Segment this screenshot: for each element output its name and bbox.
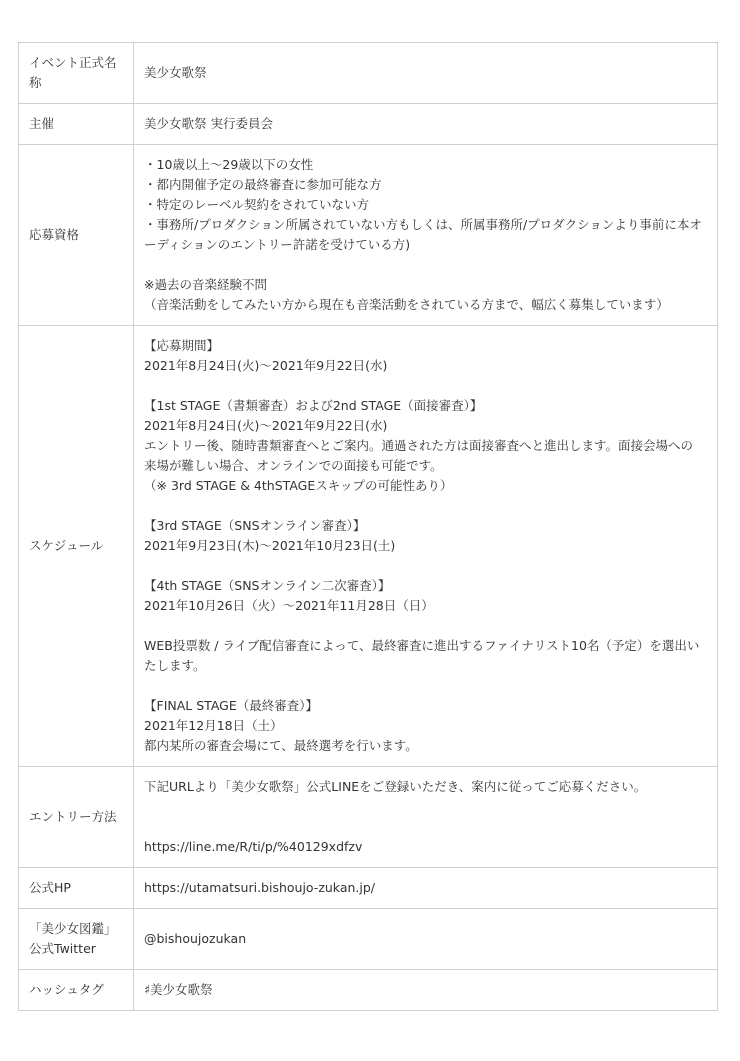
table-row-eligibility: [19, 145, 718, 326]
value-line: （※ 3rd STAGE & 4thSTAGEスキップの可能性あり）: [144, 478, 453, 493]
row-label: 公式HP: [19, 868, 134, 909]
value-line: ・特定のレーベル契約をされていない方: [144, 197, 370, 212]
row-label: 「美少女図鑑」公式Twitter: [19, 909, 134, 970]
spacer: [144, 817, 705, 837]
row-value: [134, 909, 718, 970]
value-line: 【4th STAGE（SNSオンライン二次審査）】: [144, 578, 391, 593]
value-line: WEB投票数 / ライブ配信審査によって、最終審査に進出するファイナリスト10名（予定）を選出いたします。: [144, 638, 700, 673]
row-label: 主催: [19, 104, 134, 145]
row-value: [134, 104, 718, 145]
row-value: [134, 767, 718, 868]
spacer: [144, 556, 705, 576]
value-line: ・都内開催予定の最終審査に参加可能な方: [144, 177, 382, 192]
table-row-schedule: [19, 326, 718, 767]
table-row-entry-method: [19, 767, 718, 868]
row-label: ハッシュタグ: [19, 970, 134, 1011]
spacer: [144, 797, 705, 817]
value-line: ※過去の音楽経験不問: [144, 277, 267, 292]
row-value: [134, 43, 718, 104]
value-line: 【FINAL STAGE（最終審査）】: [144, 698, 318, 713]
event-info-table-body: [19, 43, 718, 1011]
table-row-hashtag: [19, 970, 718, 1011]
spacer: [144, 676, 705, 696]
value-line: 【3rd STAGE（SNSオンライン審査）】: [144, 518, 366, 533]
value-line: 美少女歌祭: [144, 65, 207, 80]
event-info-table: [18, 42, 718, 1011]
row-label: 応募資格: [19, 145, 134, 326]
row-label: イベント正式名称: [19, 43, 134, 104]
row-label: スケジュール: [19, 326, 134, 767]
table-row-organizer: [19, 104, 718, 145]
value-line: 【応募期間】: [144, 338, 220, 353]
url-text[interactable]: https://utamatsuri.bishoujo-zukan.jp/: [144, 880, 375, 895]
info-table-container: [18, 42, 718, 1011]
value-line: 美少女歌祭 実行委員会: [144, 116, 273, 131]
spacer: [144, 616, 705, 636]
value-line: ♯美少女歌祭: [144, 982, 213, 997]
row-value: [134, 868, 718, 909]
table-row-official-twitter: [19, 909, 718, 970]
value-line: 下記URLより「美少女歌祭」公式LINEをご登録いただき、案内に従ってご応募ください。: [144, 779, 647, 794]
value-line: 2021年9月23日(木)〜2021年10月23日(土): [144, 538, 396, 553]
value-line: @bishoujozukan: [144, 931, 247, 946]
value-line: エントリー後、随時書類審査へとご案内。通過された方は面接審査へと進出します。面接会場への来場が難しい場合、オンラインでの面接も可能です。: [144, 438, 694, 473]
value-line: 2021年8月24日(火)〜2021年9月22日(水): [144, 358, 388, 373]
row-label: エントリー方法: [19, 767, 134, 868]
row-value: [134, 326, 718, 767]
value-line: 都内某所の審査会場にて、最終選考を行います。: [144, 738, 418, 753]
value-line: 【1st STAGE（書類審査）および2nd STAGE（面接審査）】: [144, 398, 483, 413]
value-line: 2021年10月26日（火）〜2021年11月28日（日）: [144, 598, 434, 613]
table-row-event-name: [19, 43, 718, 104]
value-line: ・10歳以上〜29歳以下の女性: [144, 157, 314, 172]
row-value: [134, 970, 718, 1011]
value-line: 2021年12月18日（土）: [144, 718, 283, 733]
spacer: [144, 496, 705, 516]
row-value: [134, 145, 718, 326]
table-row-official-hp: [19, 868, 718, 909]
value-line: 2021年8月24日(火)〜2021年9月22日(水): [144, 418, 388, 433]
spacer: [144, 255, 705, 275]
url-text[interactable]: https://line.me/R/ti/p/%40129xdfzv: [144, 839, 363, 854]
value-line: ・事務所/プロダクション所属されていない方もしくは、所属事務所/プロダクションより事前に本オーディションのエントリー許諾を受けている方): [144, 217, 702, 252]
value-line: （音楽活動をしてみたい方から現在も音楽活動をされている方まで、幅広く募集しています）: [144, 297, 669, 312]
spacer: [144, 376, 705, 396]
